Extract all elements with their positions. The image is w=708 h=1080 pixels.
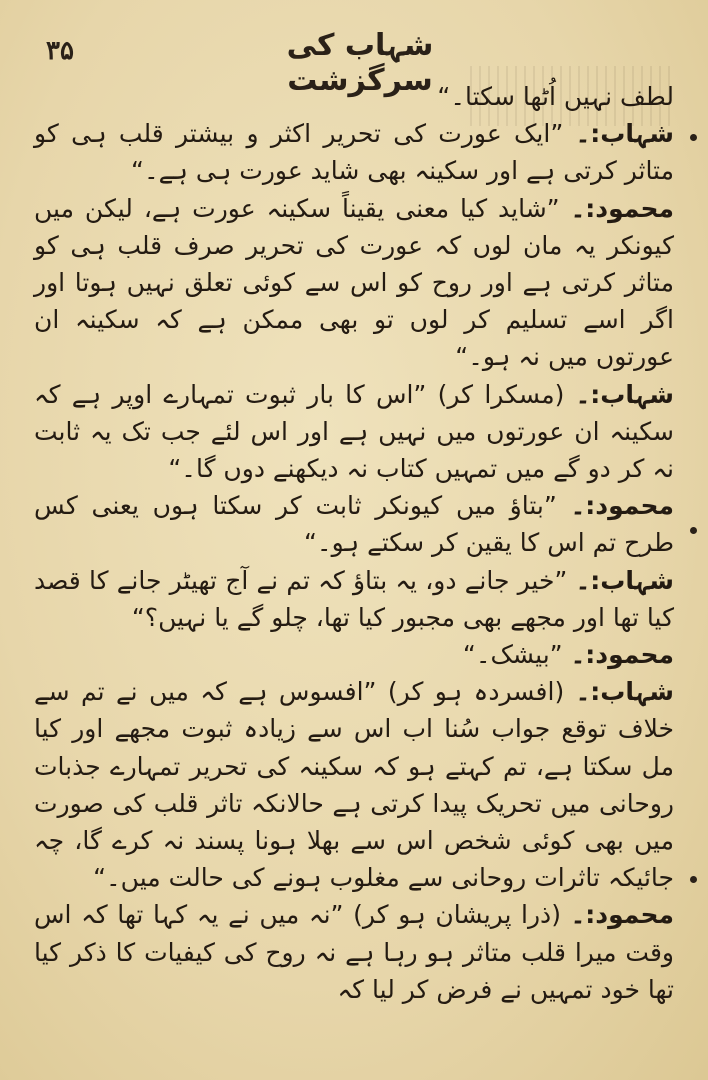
speaker-label: محمود:۔ bbox=[570, 193, 674, 223]
paragraph bbox=[34, 487, 674, 561]
paragraph-text: لطف نہیں اُٹھا سکتا۔“ bbox=[437, 82, 674, 111]
paragraph bbox=[34, 190, 674, 376]
paragraph-text: ”ایک عورت کی تحریر اکثر و بیشتر قلب ہی کو متاثر کرتی ہے اور سکینہ بھی شاید عورت ہی ہے۔“ bbox=[34, 119, 674, 186]
speaker-label: محمود:۔ bbox=[570, 900, 674, 930]
paragraph-text: (افسردہ ہو کر) ”افسوس ہے کہ میں نے تم سے خلاف توقع جواب سُنا اب اس سے زیادہ ثبوت مجھے اور کیا مل سکتا ہے، تم کہتے ہو کہ سکینہ کی تحریر تمہارے جذبات روحانی میں تحریک پیدا کرتی ہے حالانکہ تاثر قلب کی صورت میں بھی کوئی شخص اس سے بھلا ہونا پسند نہ کرے گا، چہ جائیکہ تاثرات روحانی سے مغلوب ہونے کی حالت میں۔“ bbox=[34, 677, 674, 893]
page-number: ۳۵ bbox=[46, 36, 74, 66]
paragraph bbox=[34, 673, 674, 896]
running-title: شہاب کی سرگزشت bbox=[286, 28, 434, 98]
margin-dot bbox=[690, 876, 697, 883]
speaker-label: محمود:۔ bbox=[570, 640, 674, 670]
speaker-label: محمود:۔ bbox=[570, 491, 674, 521]
speaker-label: شہاب:۔ bbox=[575, 677, 674, 707]
paragraph bbox=[34, 562, 674, 636]
margin-dot bbox=[690, 527, 697, 534]
dialogue-text bbox=[34, 78, 674, 1008]
speaker-label: شہاب:۔ bbox=[575, 565, 674, 595]
paragraph bbox=[34, 115, 674, 189]
paragraph-text: (مسکرا کر) ”اس کا بار ثبوت تمہارے اوپر ہے کہ سکینہ ان عورتوں میں نہیں ہے اور اس لئے جب تک یہ ثابت نہ کر دو گے میں تمہیں کتاب نہ دیکھنے دوں گا۔“ bbox=[34, 379, 674, 484]
paragraph bbox=[34, 636, 674, 673]
paragraph-text: ”بتاؤ میں کیونکر ثابت کر سکتا ہوں یعنی کس طرح تم اس کا یقین کر سکتے ہو۔“ bbox=[34, 491, 674, 558]
paragraph-text: ”بیشک۔“ bbox=[462, 640, 563, 670]
paragraph-text: ”شاید کیا معنی یقیناً سکینہ عورت ہے، لیکن میں کیونکر یہ مان لوں کہ عورت کی تحریر صرف قلب ہی کو متاثر کرتی ہے اور روح کو اس سے کوئی تعلق نہیں ہوتا اور اگر اسے تسلیم کر لوں تو بھی ممکن ہے کہ سکینہ ان عورتوں میں نہ ہو۔“ bbox=[34, 193, 674, 372]
paragraph bbox=[34, 78, 674, 115]
speaker-label: شہاب:۔ bbox=[575, 379, 674, 409]
paragraph bbox=[34, 376, 674, 488]
paragraph-text: (ذرا پریشان ہو کر) ”نہ میں نے یہ کہا تھا کہ اس وقت میرا قلب متاثر ہو رہا ہے نہ روح کی کیفیات کا ذکر کیا تھا خود تمہیں نے فرض کر لیا کہ bbox=[34, 900, 674, 1004]
speaker-label: شہاب:۔ bbox=[575, 119, 674, 149]
margin-dot bbox=[690, 134, 697, 141]
paragraph-text: ”خیر جانے دو، یہ بتاؤ کہ تم نے آج تھیٹر جانے کا قصد کیا تھا اور مجھے بھی مجبور کیا تھا، چلو گے یا نہیں؟“ bbox=[34, 565, 674, 632]
paragraph bbox=[34, 896, 674, 1008]
